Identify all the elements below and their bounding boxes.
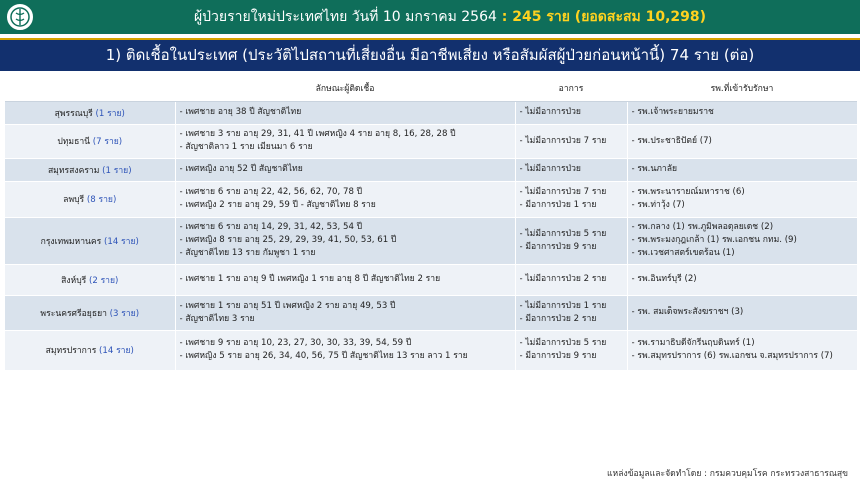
hospitals-line: - รพ.เวชศาสตร์เขตร้อน (1) xyxy=(631,248,735,258)
hospitals-cell xyxy=(627,101,857,124)
hospitals-line: - รพ. สมเด็จพระสังฆราชฯ (3) xyxy=(631,307,744,317)
province-name: ลพบุรี xyxy=(63,195,85,205)
province-case-count: (14 ราย) xyxy=(99,346,134,356)
province-cell xyxy=(5,217,175,264)
cases-table xyxy=(5,75,857,371)
table-row xyxy=(5,101,857,124)
traits-cell xyxy=(175,101,515,124)
traits-cell xyxy=(175,217,515,264)
traits-line: - เพศชาย 1 ราย อายุ 9 ปี เพศหญิง 1 ราย อายุ 8 ปี สัญชาติไทย 2 ราย xyxy=(179,274,441,284)
province-case-count: (1 ราย) xyxy=(95,108,125,119)
traits-line: - เพศหญิง 5 ราย อายุ 26, 34, 40, 56, 75 ปี สัญชาติไทย 13 ราย ลาว 1 ราย xyxy=(179,351,468,361)
province-cell xyxy=(5,330,175,370)
traits-cell xyxy=(175,295,515,330)
symptoms-line: - ไม่มีอาการป่วย xyxy=(519,164,581,174)
hospitals-cell xyxy=(627,181,857,217)
table-row xyxy=(5,217,857,264)
page-title xyxy=(40,0,860,34)
column-header-symptoms: อาการ xyxy=(515,75,627,101)
hospitals-line: - รพ.รามาธิบดีจักรีนฤบดินทร์ (1) xyxy=(631,338,755,348)
table-header-row xyxy=(5,75,857,101)
hospitals-line: - รพ.กลาง (1) รพ.ภูมิพลอดุลยเดช (2) xyxy=(631,222,774,232)
traits-line: - เพศหญิง 2 ราย อายุ 29, 59 ปี - สัญชาติไทย 8 ราย xyxy=(179,200,376,210)
new-case-count: : 245 ราย (ยอดสะสม 10,298) xyxy=(496,9,707,25)
symptoms-line: - ไม่มีอาการป่วย 2 ราย xyxy=(519,274,607,284)
table-row xyxy=(5,124,857,158)
province-case-count: (3 ราย) xyxy=(109,308,140,319)
traits-line: - เพศหญิง อายุ 52 ปี สัญชาติไทย xyxy=(179,164,303,174)
moph-emblem-icon xyxy=(5,2,35,32)
table-row xyxy=(5,295,857,330)
traits-line: - สัญชาติไทย 3 ราย xyxy=(179,313,255,324)
traits-line: - เพศหญิง 8 ราย อายุ 25, 29, 29, 39, 41, 50, 53, 61 ปี xyxy=(179,235,397,245)
symptoms-line: - ไม่มีอาการป่วย 7 ราย xyxy=(519,187,607,197)
province-case-count: (8 ราย) xyxy=(86,195,117,205)
hospitals-line: - รพ.ท่าวุ้ง (7) xyxy=(631,200,685,210)
symptoms-cell xyxy=(515,101,627,124)
province-name: สมุทรปราการ xyxy=(45,346,97,356)
hospitals-line: - รพ.สมุทรปราการ (6) รพ.เอกชน จ.สมุทรปราการ (7) xyxy=(631,351,833,361)
table-row xyxy=(5,181,857,217)
traits-line: - เพศชาย 6 ราย อายุ 22, 42, 56, 62, 70, 78 ปี xyxy=(179,187,363,197)
top-header-bar xyxy=(0,0,860,34)
symptoms-line: - ไม่มีอาการป่วย xyxy=(519,107,581,117)
province-name: กรุงเทพมหานคร xyxy=(40,236,102,247)
symptoms-line: - ไม่มีอาการป่วย 7 ราย xyxy=(519,135,607,146)
province-name: สิงห์บุรี xyxy=(61,275,87,286)
traits-line: - สัญชาติไทย 13 ราย กัมพูชา 1 ราย xyxy=(179,248,316,258)
symptoms-line: - ไม่มีอาการป่วย 1 ราย xyxy=(519,300,607,311)
province-cell xyxy=(5,101,175,124)
hospitals-line: - รพ.เจ้าพระยายมราช xyxy=(631,107,714,117)
hospitals-cell xyxy=(627,330,857,370)
column-header-province xyxy=(5,75,175,101)
symptoms-cell xyxy=(515,295,627,330)
symptoms-cell xyxy=(515,330,627,370)
symptoms-line: - ไม่มีอาการป่วย 5 ราย xyxy=(519,228,607,239)
table-row xyxy=(5,264,857,295)
hospitals-cell xyxy=(627,264,857,295)
symptoms-cell xyxy=(515,181,627,217)
province-case-count: (7 ราย) xyxy=(92,137,123,147)
traits-cell xyxy=(175,181,515,217)
section-header xyxy=(0,38,860,71)
province-case-count: (2 ราย) xyxy=(89,275,119,286)
traits-cell xyxy=(175,330,515,370)
traits-line: - เพศชาย อายุ 38 ปี สัญชาติไทย xyxy=(179,107,302,117)
province-cell xyxy=(5,295,175,330)
symptoms-line: - มีอาการป่วย 9 ราย xyxy=(519,351,597,361)
province-name: สุพรรณบุรี xyxy=(54,108,93,119)
table-row xyxy=(5,330,857,370)
province-name: ปทุมธานี xyxy=(57,137,91,147)
traits-line: - เพศชาย 6 ราย อายุ 14, 29, 31, 42, 53, 54 ปี xyxy=(179,222,363,232)
province-cell xyxy=(5,124,175,158)
province-cell xyxy=(5,181,175,217)
data-source-note: แหล่งข้อมูลและจัดทำโดย : กรมควบคุมโรค กระทรวงสาธารณสุข xyxy=(607,469,848,479)
traits-line: - เพศชาย 9 ราย อายุ 10, 23, 27, 30, 30, 33, 39, 54, 59 ปี xyxy=(179,338,412,348)
province-cell xyxy=(5,158,175,181)
province-cell xyxy=(5,264,175,295)
province-case-count: (1 ราย) xyxy=(102,165,132,176)
traits-cell xyxy=(175,158,515,181)
traits-cell xyxy=(175,264,515,295)
hospitals-cell xyxy=(627,124,857,158)
traits-line: - สัญชาติลาว 1 ราย เมียนมา 6 ราย xyxy=(179,142,313,152)
hospitals-line: - รพ.พระนารายณ์มหาราช (6) xyxy=(631,187,745,197)
column-header-hospitals: รพ.ที่เข้ารับรักษา xyxy=(627,75,857,101)
hospitals-cell xyxy=(627,295,857,330)
hospitals-line: - รพ.อินทร์บุรี (2) xyxy=(631,274,697,284)
traits-line: - เพศชาย 3 ราย อายุ 29, 31, 41 ปี เพศหญิง 4 ราย อายุ 8, 16, 28, 28 ปี xyxy=(179,129,456,139)
hospitals-cell xyxy=(627,217,857,264)
symptoms-cell xyxy=(515,124,627,158)
symptoms-line: - มีอาการป่วย 9 ราย xyxy=(519,241,597,252)
traits-line: - เพศชาย 1 ราย อายุ 51 ปี เพศหญิง 2 ราย อายุ 49, 53 ปี xyxy=(179,300,396,311)
table-row xyxy=(5,158,857,181)
symptoms-line: - มีอาการป่วย 2 ราย xyxy=(519,313,597,324)
province-name: พระนครศรีอยุธยา xyxy=(40,308,107,319)
province-case-count: (14 ราย) xyxy=(104,236,139,247)
symptoms-cell xyxy=(515,158,627,181)
hospitals-line: - รพ.นภาลัย xyxy=(631,164,678,174)
symptoms-cell xyxy=(515,264,627,295)
hospitals-line: - รพ.ประชาธิปัตย์ (7) xyxy=(631,135,712,146)
hospitals-line: - รพ.พระมงกุฎเกล้า (1) รพ.เอกชน กทม. (9) xyxy=(631,235,797,245)
column-header-traits: ลักษณะผู้ติดเชื้อ xyxy=(175,75,515,101)
province-name: สมุทรสงคราม xyxy=(47,165,100,176)
symptoms-cell xyxy=(515,217,627,264)
section-title: 1) ติดเชื้อในประเทศ (ประวัติไปสถานที่เสี่ยงอื่น มีอาชีพเสี่ยง หรือสัมผัสผู้ป่วยก่อนหน้านี้) 74 ราย (ต่อ) xyxy=(105,46,755,64)
symptoms-line: - มีอาการป่วย 1 ราย xyxy=(519,200,597,210)
title-text: ผู้ป่วยรายใหม่ประเทศไทย วันที่ 10 มกราคม 2564 xyxy=(193,9,497,25)
hospitals-cell xyxy=(627,158,857,181)
symptoms-line: - ไม่มีอาการป่วย 5 ราย xyxy=(519,338,607,348)
traits-cell xyxy=(175,124,515,158)
